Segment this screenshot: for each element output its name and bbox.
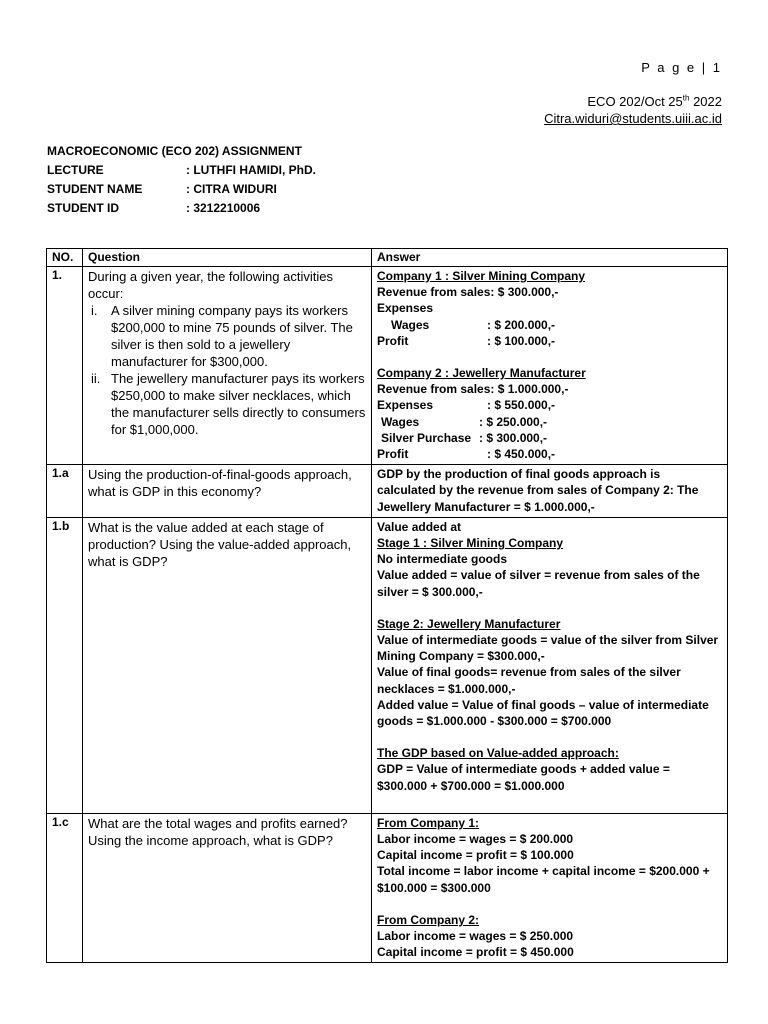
- answer-line: Value added at: [377, 519, 462, 534]
- company2-profit: [377, 446, 722, 462]
- wages-label: Wages: [391, 317, 430, 332]
- question-cell: What are the total wages and profits earned? Using the income approach, what is GDP?: [83, 813, 372, 963]
- table-row: [47, 517, 728, 813]
- stage2-heading: Stage 2: Jewellery Manufacturer: [377, 616, 561, 631]
- item-number: i.: [91, 303, 98, 318]
- row-number: 1.c: [47, 813, 83, 963]
- answer-line: Labor income = wages = $ 250.000: [377, 929, 574, 944]
- activity-list: [88, 302, 366, 438]
- company1-title: Company 1 : Silver Mining Company: [377, 269, 586, 283]
- lecture-value: : LUTHFI HAMIDI, PhD.: [186, 163, 316, 177]
- course-date-text: ECO 202/Oct 25: [587, 94, 683, 109]
- company1-wages: [377, 317, 722, 333]
- company2-silver-purchase: [377, 430, 722, 446]
- assignment-title: MACROECONOMIC (ECO 202) ASSIGNMENT: [47, 144, 302, 158]
- profit-value: : $ 450.000,-: [487, 447, 556, 462]
- date-superscript: th: [682, 93, 690, 103]
- item-text: The jewellery manufacturer pays its workers $250,000 to make silver necklaces, which the manufacturer sells directly to consumers for $1,000,000.: [111, 371, 366, 437]
- question-cell: What is the value added at each stage of production? Using the value-added approach, what is GDP?: [83, 517, 372, 813]
- wages-value: : $ 200.000,-: [487, 317, 556, 332]
- course-date: [544, 93, 722, 110]
- answer-line: Value of intermediate goods = value of the silver from Silver Mining Company = $300.000,-: [377, 633, 719, 664]
- document-meta: [544, 93, 722, 127]
- email-link[interactable]: Citra.widuri@students.uiii.ac.id: [544, 111, 722, 126]
- profit-label: Profit: [377, 447, 409, 462]
- header-no: NO.: [47, 249, 83, 267]
- wages-value: : $ 250.000,-: [479, 414, 548, 429]
- answer-cell: [372, 517, 728, 813]
- header-question: Question: [83, 249, 372, 267]
- company2-wages: [377, 414, 722, 430]
- gdp-heading: The GDP based on Value-added approach:: [377, 746, 619, 761]
- answer-line: Capital income = profit = $ 450.000: [377, 945, 574, 960]
- company1-expenses: Expenses: [377, 301, 434, 316]
- silver-purchase-label: Silver Purchase: [381, 430, 472, 445]
- company2-revenue: Revenue from sales: $ 1.000.000,-: [377, 382, 569, 397]
- question-cell: Using the production-of-final-goods approach, what is GDP in this economy?: [83, 465, 372, 518]
- answer-line: Value added = value of silver = revenue from sales of the silver = $ 300.000,-: [377, 568, 700, 599]
- answer-line: Labor income = wages = $ 200.000: [377, 832, 574, 847]
- company1-heading: From Company 1:: [377, 815, 480, 830]
- student-id-value: : 3212210006: [186, 201, 261, 215]
- assignment-header: [47, 142, 316, 218]
- course-year: 2022: [689, 94, 722, 109]
- expenses-label: Expenses: [377, 398, 434, 413]
- question-intro: During a given year, the following activities occur:: [88, 269, 333, 301]
- answer-line: No intermediate goods: [377, 552, 508, 567]
- table-row: [47, 813, 728, 963]
- list-item: [91, 302, 366, 370]
- item-text: A silver mining company pays its workers $200,000 to mine 75 pounds of silver. The silver is then sold to a jewellery manufacturer for $300,000.: [111, 303, 353, 369]
- answer-cell: GDP by the production of final goods approach is calculated by the revenue from sales of Company 2: The Jewellery Manufacturer = $ 1.000.000,-: [372, 465, 728, 518]
- lecture-row: [47, 161, 316, 180]
- company2-heading: From Company 2:: [377, 912, 480, 927]
- wages-label: Wages: [381, 414, 420, 429]
- company2-expenses: [377, 397, 722, 413]
- student-name-value: : CITRA WIDURI: [186, 182, 277, 196]
- company1-profit: [377, 333, 722, 349]
- question-cell: [83, 267, 372, 465]
- answer-line: Capital income = profit = $ 100.000: [377, 848, 574, 863]
- table-header-row: [47, 249, 728, 267]
- row-number: 1.a: [47, 465, 83, 518]
- list-item: [91, 370, 366, 438]
- answer-cell: [372, 267, 728, 465]
- silver-purchase-value: : $ 300.000,-: [479, 430, 548, 445]
- student-name-row: [47, 180, 316, 199]
- student-id-label: STUDENT ID: [47, 201, 119, 215]
- student-id-row: [47, 199, 316, 218]
- page-number: P a g e | 1: [641, 60, 722, 75]
- profit-value: : $ 100.000,-: [487, 333, 556, 348]
- qa-table: [46, 248, 728, 963]
- answer-line: Value of final goods= revenue from sales of the silver necklaces = $1.000.000,-: [377, 665, 681, 696]
- lecture-label: LECTURE: [47, 163, 104, 177]
- stage1-heading: Stage 1 : Silver Mining Company: [377, 536, 564, 551]
- row-number: 1.b: [47, 517, 83, 813]
- answer-cell: [372, 813, 728, 963]
- student-name-label: STUDENT NAME: [47, 182, 143, 196]
- table-row: [47, 267, 728, 465]
- company1-revenue: Revenue from sales: $ 300.000,-: [377, 285, 559, 300]
- expenses-value: : $ 550.000,-: [487, 398, 556, 413]
- answer-line: Total income = labor income + capital income = $200.000 + $100.000 = $300.000: [377, 864, 710, 895]
- answer-line: Added value = Value of final goods – value of intermediate goods = $1.000.000 - $300.000 = $700.000: [377, 697, 709, 729]
- item-number: ii.: [91, 371, 101, 386]
- table-row: [47, 465, 728, 518]
- header-answer: Answer: [372, 249, 728, 267]
- answer-line: GDP = Value of intermediate goods + added value = $300.000 + $700.000 = $1.000.000: [377, 762, 670, 793]
- row-number: 1.: [47, 267, 83, 465]
- profit-label: Profit: [377, 333, 409, 348]
- company2-title: Company 2 : Jewellery Manufacturer: [377, 366, 586, 381]
